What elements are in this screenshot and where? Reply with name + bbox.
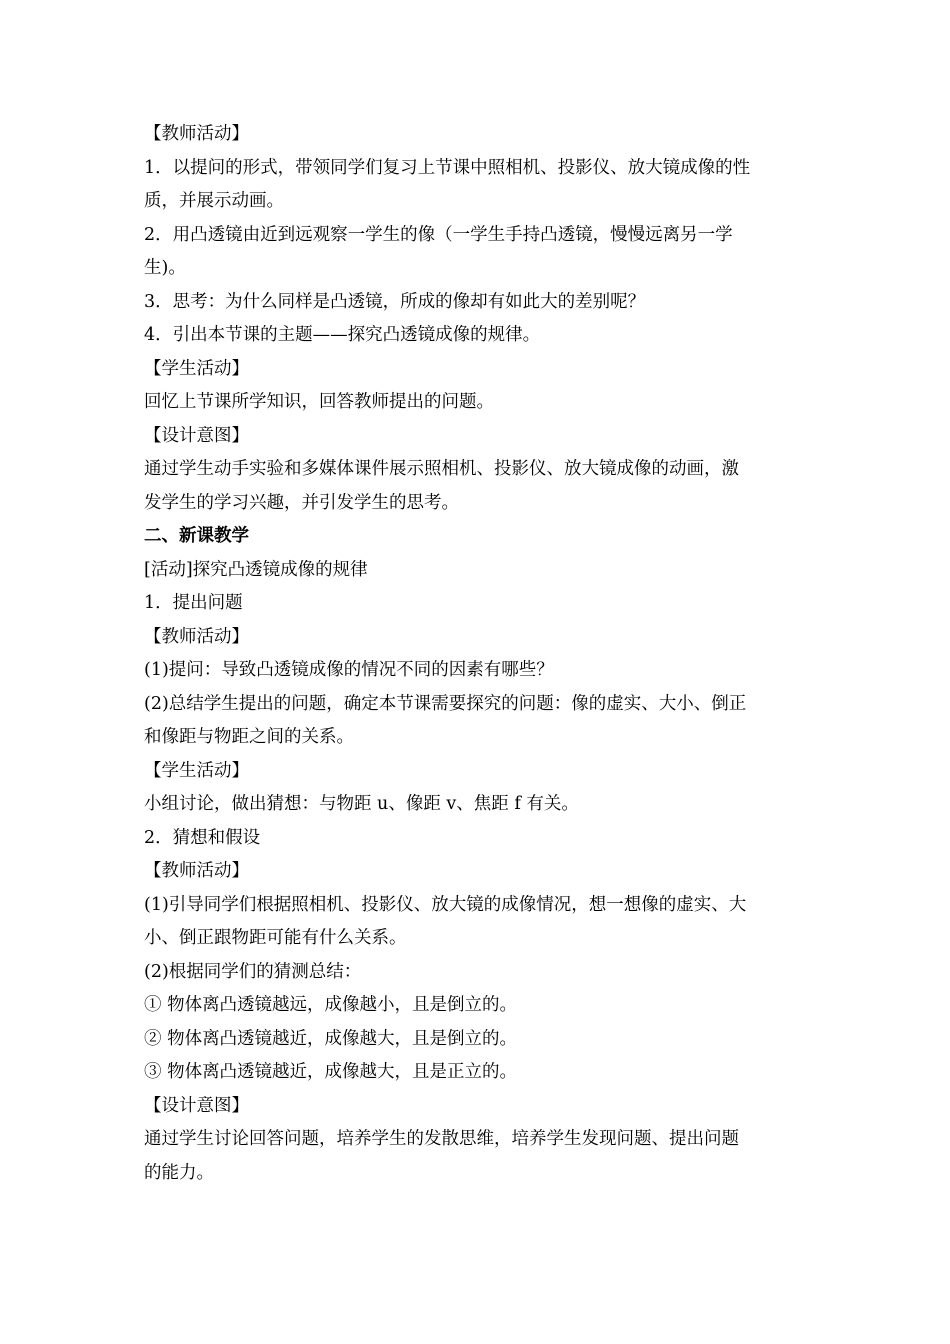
text-line: 【学生活动】 (144, 760, 249, 781)
text-line: 1．提出问题 (144, 593, 243, 613)
text-line: 2．猜想和假设 (144, 827, 261, 848)
text-line: 4．引出本节课的主题——探究凸透镜成像的规律。 (144, 325, 541, 345)
text-line: (2)根据同学们的猜测总结： (144, 961, 362, 982)
text-line: 发学生的学习兴趣，并引发学生的思考。 (144, 492, 459, 513)
document-body (144, 118, 812, 1190)
text-line: 【设计意图】 (144, 425, 249, 446)
text-line: 2．用凸透镜由近到远观察一学生的像（一学生手持凸透镜，慢慢远离另一学 (144, 224, 733, 245)
text-line: 通过学生讨论回答问题，培养学生的发散思维，培养学生发现问题、提出问题 (144, 1129, 739, 1149)
text-line: 【教师活动】 (144, 626, 249, 647)
text-line: 小组讨论，做出猜想：与物距 u、像距 v、焦距 f 有关。 (144, 794, 579, 814)
text-line: (1)引导同学们根据照相机、投影仪、放大镜的成像情况，想一想像的虚实、大 (144, 894, 747, 915)
text-line: 质，并展示动画。 (144, 191, 284, 211)
text-line: 1．以提问的形式，带领同学们复习上节课中照相机、投影仪、放大镜成像的性 (144, 157, 751, 178)
text-line: 【设计意图】 (144, 1095, 249, 1116)
section-heading: 二、新课教学 (144, 526, 249, 546)
text-line: (2)总结学生提出的问题，确定本节课需要探究的问题：像的虚实、大小、倒正 (144, 693, 747, 714)
text-line: 3．思考：为什么同样是凸透镜，所成的像却有如此大的差别呢？ (144, 291, 646, 312)
text-line: 【学生活动】 (144, 358, 249, 379)
text-line: ② 物体离凸透镜越近，成像越大，且是倒立的。 (144, 1028, 518, 1049)
text-line: 的能力。 (144, 1162, 214, 1183)
text-line: 小、倒正跟物距可能有什么关系。 (144, 928, 407, 948)
text-line: ① 物体离凸透镜越远，成像越小，且是倒立的。 (144, 995, 518, 1015)
text-line: 生)。 (144, 258, 186, 278)
text-line: 回忆上节课所学知识，回答教师提出的问题。 (144, 392, 494, 412)
text-line: 【教师活动】 (144, 124, 249, 144)
text-line: 通过学生动手实验和多媒体课件展示照相机、投影仪、放大镜成像的动画，激 (144, 459, 739, 479)
text-line: [活动]探究凸透镜成像的规律 (144, 559, 368, 580)
text-line: 和像距与物距之间的关系。 (144, 727, 354, 747)
text-line: (1)提问：导致凸透镜成像的情况不同的因素有哪些？ (144, 660, 554, 680)
text-line: 【教师活动】 (144, 861, 249, 881)
text-line: ③ 物体离凸透镜越近，成像越大，且是正立的。 (144, 1062, 518, 1082)
